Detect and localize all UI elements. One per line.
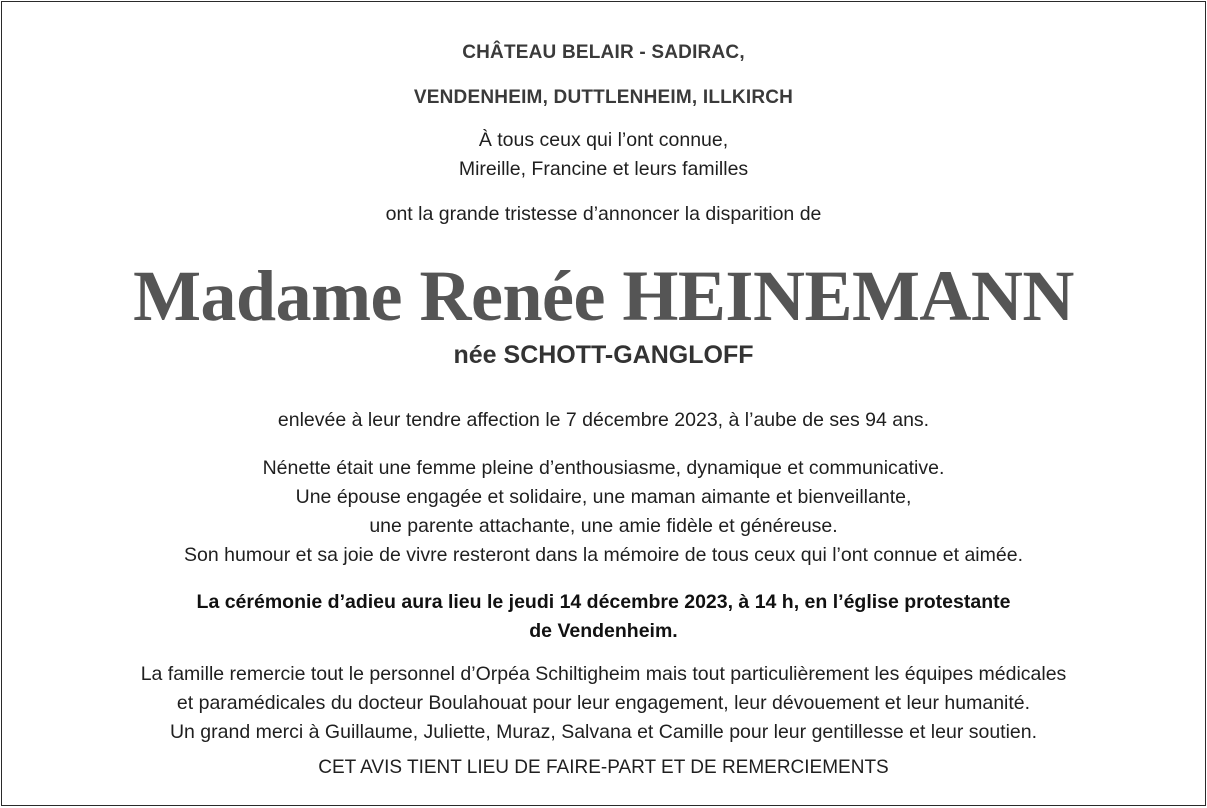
thanks-block (2, 660, 1205, 747)
place-line-2: VENDENHEIM, DUTTLENHEIM, ILLKIRCH (413, 87, 794, 108)
tribute-line-2: Une épouse engagée et solidaire, une maman aimante et bienveillante, (295, 486, 912, 508)
place-line-1: CHÂTEAU BELAIR - SADIRAC, (462, 42, 745, 63)
thanks-line-1: La famille remercie tout le personnel d’Orpéa Schiltigheim mais tout particulièrement les équipes médicales (140, 663, 1067, 685)
deceased-name: Madame Renée HEINEMANN (133, 256, 1074, 336)
tribute-line-4: Son humour et sa joie de vivre resteront dans la mémoire de tous ceux qui l’ont connue et aimée. (184, 544, 1023, 566)
tribute-line-1: Nénette était une femme pleine d’enthousiasme, dynamique et communicative. (262, 457, 945, 479)
thanks-line-3: Un grand merci à Guillaume, Juliette, Muraz, Salvana et Camille pour leur gentillesse et leur soutien. (169, 721, 1038, 743)
tribute-block (2, 454, 1205, 570)
tribute-line-3: une parente attachante, une amie fidèle et généreuse. (369, 515, 838, 537)
announcement-text: ont la grande tristesse d’annoncer la disparition de (385, 203, 822, 225)
passing-text: enlevée à leur tendre affection le 7 décembre 2023, à l’aube de ses 94 ans. (277, 409, 930, 431)
obituary-notice (1, 1, 1206, 806)
family-line-1: À tous ceux qui l’ont connue, (478, 129, 729, 151)
family-line-2: Mireille, Francine et leurs familles (458, 158, 749, 180)
ceremony-line-1: La cérémonie d’adieu aura lieu le jeudi 14 décembre 2023, à 14 h, en l’église protestante (196, 591, 1011, 613)
ceremony-line-2: de Vendenheim. (529, 620, 678, 642)
family-block (2, 126, 1205, 184)
ceremony-block (2, 588, 1205, 646)
closing-text: CET AVIS TIENT LIEU DE FAIRE-PART ET DE REMERCIEMENTS (318, 757, 889, 778)
maiden-name: née SCHOTT-GANGLOFF (453, 341, 754, 369)
thanks-line-2: et paramédicales du docteur Boulahouat pour leur engagement, leur dévouement et leur humanité. (176, 692, 1031, 714)
